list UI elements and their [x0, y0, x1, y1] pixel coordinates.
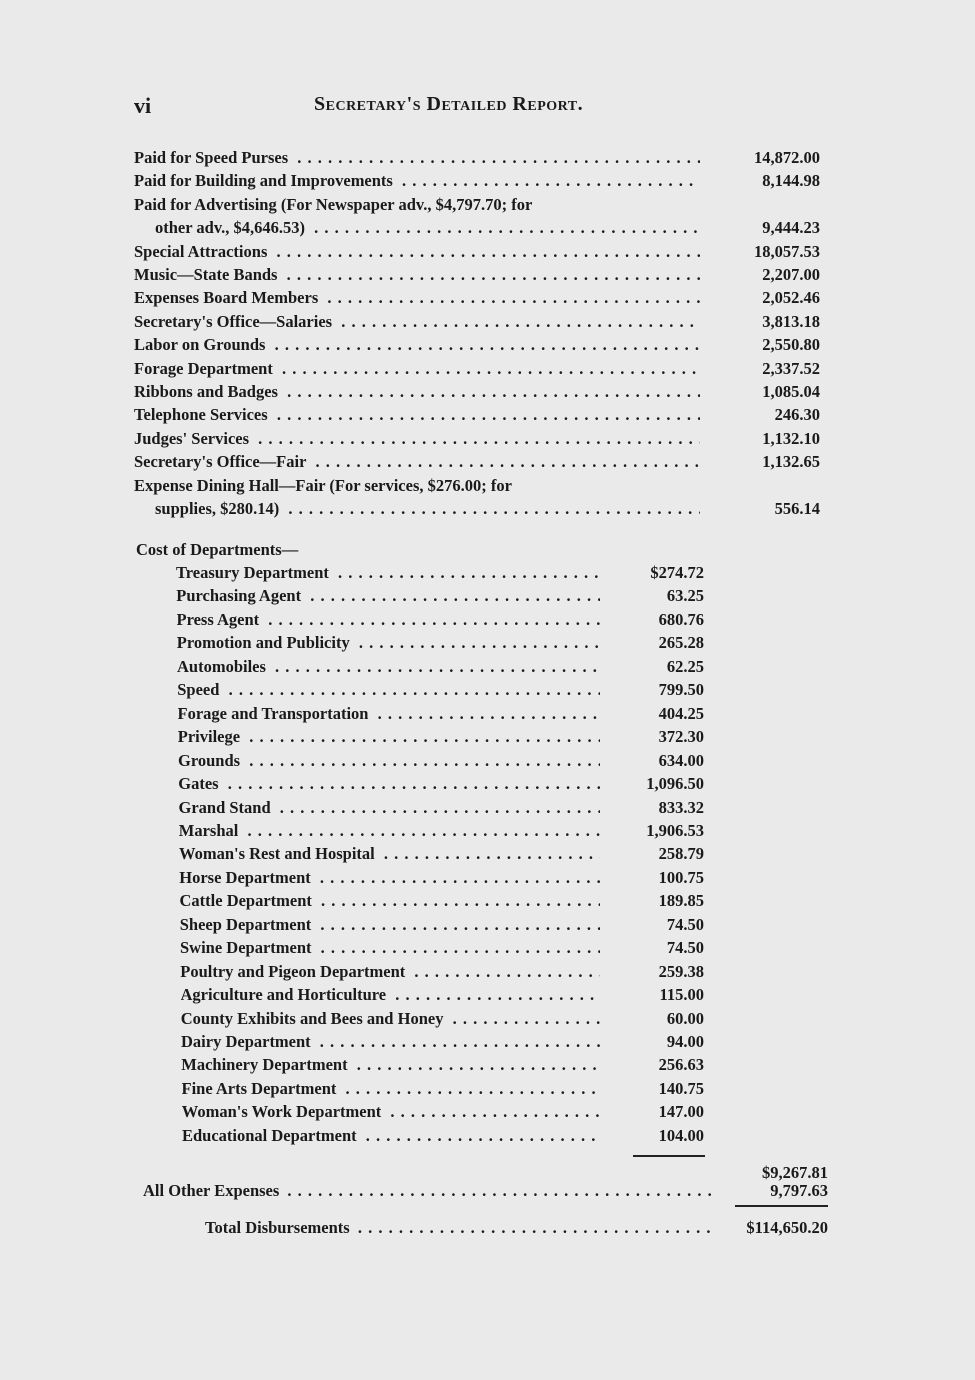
- department-row: [181, 985, 601, 1005]
- main-item-amount: 3,813.18: [762, 311, 820, 331]
- department-row: [181, 1009, 600, 1029]
- departments-subtotal: $9,267.81: [762, 1163, 828, 1182]
- department-row: [180, 938, 600, 958]
- main-item-label-line1: Expense Dining Hall—Fair (For services, $276.00; for: [134, 475, 512, 495]
- main-item-amount: 9,444.23: [762, 218, 820, 238]
- department-label: Educational Department: [182, 1126, 361, 1145]
- main-item-amount: 18,057.53: [754, 241, 820, 261]
- main-item-label: Secretary's Office—Fair: [134, 452, 310, 471]
- department-amount: 265.28: [658, 633, 704, 653]
- main-item-amount: 556.14: [774, 499, 820, 518]
- department-amount: 256.63: [658, 1055, 704, 1075]
- department-amount: 104.00: [658, 1125, 704, 1145]
- other-expenses-label: All Other Expenses: [143, 1181, 283, 1200]
- main-item-row: [134, 171, 700, 191]
- department-label: Purchasing Agent: [176, 586, 305, 605]
- page-number: vi: [134, 93, 152, 118]
- total-label: Total Disbursements: [205, 1218, 354, 1237]
- department-label: Woman's Rest and Hospital: [179, 844, 379, 863]
- main-item-label: Music—State Bands: [134, 265, 281, 284]
- department-row: [179, 798, 601, 818]
- main-item-label: Special Attractions: [134, 242, 271, 261]
- department-label: Woman's Work Department: [182, 1102, 386, 1121]
- department-label: Fine Arts Department: [182, 1079, 341, 1098]
- department-row: [182, 1126, 600, 1146]
- department-amount: 140.75: [658, 1078, 704, 1098]
- department-amount: 62.25: [666, 656, 704, 676]
- department-row: [180, 891, 601, 911]
- page-title: Secretary's Detailed Report.: [314, 93, 584, 115]
- main-item-amount: 8,144.98: [762, 171, 820, 191]
- main-item-amount: 1,085.04: [762, 382, 820, 401]
- other-expenses-row: [143, 1181, 718, 1201]
- main-item-row: [155, 499, 700, 519]
- main-item-label: Judges' Services: [134, 429, 253, 448]
- department-amount: 634.00: [658, 750, 704, 770]
- department-row: [179, 844, 600, 864]
- main-item-label: other adv., $4,646.53): [155, 218, 309, 237]
- main-item-label: Telephone Services: [134, 405, 272, 424]
- department-label: Marshal: [179, 821, 243, 840]
- total-row: [205, 1218, 710, 1238]
- main-item-row: [134, 148, 700, 168]
- department-label: Promotion and Publicity: [177, 633, 354, 652]
- department-label: Press Agent: [177, 610, 264, 629]
- main-item-row: [134, 359, 700, 379]
- main-item-row: [134, 265, 700, 285]
- main-item-row: [134, 242, 700, 262]
- department-row: [178, 774, 600, 794]
- department-row: [177, 657, 600, 677]
- department-row: [178, 751, 600, 771]
- department-row: [180, 962, 600, 982]
- department-amount: $274.72: [650, 563, 704, 582]
- department-amount: 372.30: [658, 727, 704, 747]
- main-item-amount: 2,207.00: [762, 265, 820, 284]
- main-item-label: Ribbons and Badges: [134, 382, 282, 401]
- department-amount: 189.85: [658, 891, 704, 911]
- department-amount: 833.32: [658, 797, 704, 817]
- main-item-amount: 2,550.80: [762, 335, 820, 355]
- department-amount: 1,096.50: [646, 774, 704, 794]
- main-item-row: [134, 288, 700, 308]
- department-row: [178, 704, 601, 724]
- page-header: [134, 93, 834, 121]
- department-label: County Exhibits and Bees and Honey: [181, 1009, 448, 1028]
- department-label: Gates: [178, 774, 222, 793]
- main-item-row: [134, 382, 700, 402]
- department-amount: 258.79: [658, 844, 704, 864]
- department-label: Automobiles: [177, 657, 270, 676]
- main-item-label: Expenses Board Members: [134, 288, 322, 307]
- main-item-amount: 2,337.52: [762, 358, 820, 378]
- department-row: [177, 610, 601, 630]
- department-amount: 404.25: [658, 703, 704, 723]
- department-label: Dairy Department: [181, 1032, 315, 1051]
- department-amount: 63.25: [666, 586, 704, 606]
- department-row: [180, 915, 600, 935]
- main-item-row: [134, 452, 700, 472]
- department-row: [182, 1102, 600, 1122]
- main-item-row: [134, 312, 700, 332]
- department-row: [182, 1079, 601, 1099]
- main-item-row: [134, 405, 700, 425]
- main-item-label: Labor on Grounds: [134, 335, 269, 354]
- department-label: Poultry and Pigeon Department: [180, 962, 409, 981]
- main-item-amount: 2,052.46: [762, 288, 820, 308]
- department-label: Horse Department: [179, 868, 315, 887]
- department-label: Agriculture and Horticulture: [181, 985, 391, 1004]
- main-item-label: Forage Department: [134, 359, 277, 378]
- department-amount: 799.50: [658, 680, 704, 700]
- department-label: Speed: [177, 680, 223, 699]
- department-row: [176, 563, 600, 583]
- department-label: Privilege: [178, 727, 244, 746]
- department-amount: 680.76: [658, 609, 704, 629]
- department-row: [179, 821, 600, 841]
- department-row: [176, 586, 600, 606]
- total-amount: $114,650.20: [746, 1218, 828, 1237]
- main-item-row: [134, 335, 700, 355]
- department-row: [178, 727, 600, 747]
- department-label: Grounds: [178, 751, 244, 770]
- department-amount: 1,906.53: [646, 820, 704, 840]
- main-item-amount: 246.30: [774, 405, 820, 425]
- department-label: Forage and Transportation: [178, 704, 373, 723]
- main-item-label: Paid for Building and Improvements: [134, 171, 397, 190]
- department-row: [181, 1032, 600, 1052]
- department-row: [181, 1055, 600, 1075]
- main-item-label: Paid for Speed Purses: [134, 148, 292, 167]
- department-label: Treasury Department: [176, 563, 333, 582]
- subtotal-rule: [633, 1155, 705, 1157]
- department-amount: 94.00: [666, 1032, 704, 1051]
- main-item-amount: 1,132.10: [762, 428, 820, 448]
- main-item-amount: 14,872.00: [754, 148, 820, 167]
- department-row: [177, 633, 600, 653]
- department-label: Cattle Department: [180, 891, 316, 910]
- main-item-label: supplies, $280.14): [155, 499, 283, 518]
- total-rule: [735, 1205, 828, 1207]
- department-amount: 115.00: [659, 985, 704, 1005]
- department-amount: 100.75: [658, 867, 704, 887]
- department-amount: 147.00: [658, 1102, 704, 1122]
- main-item-row: [155, 218, 700, 238]
- department-label: Grand Stand: [179, 798, 275, 817]
- department-row: [179, 868, 600, 888]
- department-amount: 74.50: [666, 914, 704, 934]
- department-label: Swine Department: [180, 938, 316, 957]
- department-amount: 74.50: [666, 938, 704, 958]
- department-amount: 60.00: [666, 1008, 704, 1028]
- department-label: Machinery Department: [181, 1055, 351, 1074]
- main-item-label-line1: Paid for Advertising (For Newspaper adv., $4,797.70; for: [134, 194, 533, 214]
- departments-heading: Cost of Departments—: [136, 540, 299, 559]
- main-item-row: [134, 429, 700, 449]
- main-item-amount: 1,132.65: [762, 452, 820, 472]
- main-item-label: Secretary's Office—Salaries: [134, 312, 336, 331]
- department-label: Sheep Department: [180, 915, 316, 934]
- department-amount: 259.38: [658, 961, 704, 981]
- other-expenses-amount: 9,797.63: [770, 1181, 828, 1200]
- department-row: [177, 680, 600, 700]
